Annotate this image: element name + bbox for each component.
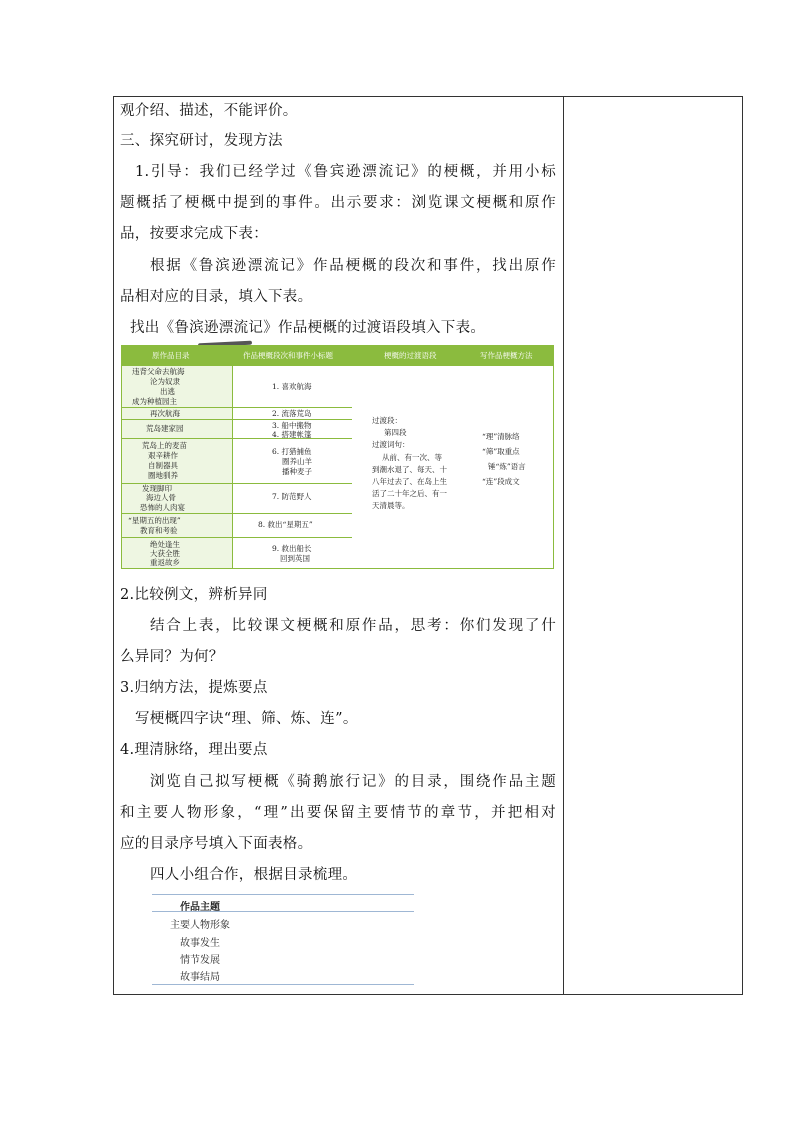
table-cell: 回到英国 <box>280 554 310 563</box>
table-cell: 天清晨等。 <box>372 501 410 510</box>
text-line: 应的目录序号填入下面表格。 <box>120 836 313 852</box>
table-cell: 违背父命去航海 <box>132 367 185 376</box>
table-cell: 教育和考验 <box>140 526 178 535</box>
table-cell: 过渡段： <box>372 416 402 425</box>
table-rule <box>152 894 414 895</box>
text-line: 四人小组合作，根据目录梳理。 <box>150 867 358 883</box>
table-cell: 第四段 <box>384 428 407 437</box>
table-rule <box>152 984 414 985</box>
section-heading: 三、探究研讨，发现方法 <box>120 133 283 149</box>
table-cell: 7. 防范野人 <box>272 492 312 501</box>
section-heading: 2.比较例文，辨析异同 <box>120 587 268 603</box>
row-line <box>232 407 352 408</box>
table-header <box>122 346 553 366</box>
table-cell: 圈地驯养 <box>148 471 178 480</box>
table-cell: 成为种植园主 <box>132 397 177 406</box>
text-line: 写梗概四字诀“理、筛、炼、连”。 <box>135 711 358 727</box>
table-cell: 2. 流落荒岛 <box>272 409 312 418</box>
table-cell: 荒岛上的麦苗 <box>142 441 187 450</box>
table-cell: 发现脚印 <box>142 484 172 493</box>
text-line: 根据《鲁滨逊漂流记》作品梗概的段次和事件，找出原作 <box>150 258 556 274</box>
table-cell: 9. 救出船长 <box>272 544 312 553</box>
table-cell: 8. 救出“星期五” <box>258 520 313 529</box>
row-line <box>232 513 352 514</box>
table-cell: 重返故乡 <box>150 558 180 567</box>
table-cell: 艰辛耕作 <box>148 451 178 460</box>
table-cell: 3. 船中搬物 <box>272 421 312 430</box>
table-cell: 大获全胜 <box>150 549 180 558</box>
text-line: 1.引导：我们已经学过《鲁宾逊漂流记》的梗概，并用小标 <box>135 164 556 180</box>
table-cell: “连”段成文 <box>482 477 520 486</box>
table-cell: 故事结局 <box>180 972 220 983</box>
row-line <box>122 407 232 408</box>
table-cell: 4. 搭建帐篷 <box>272 430 312 439</box>
text-line: 品，按要求完成下表： <box>120 226 268 242</box>
text-line: 浏览自己拟写梗概《骑鹅旅行记》的目录，围绕作品主题 <box>150 774 556 790</box>
row-line <box>232 483 352 484</box>
header-cell: 写作品梗概方法 <box>480 351 533 360</box>
header-cell: 梗概的过渡语段 <box>384 351 437 360</box>
table-cell: “筛”取重点 <box>482 447 520 456</box>
row-line <box>122 438 232 439</box>
table-cell: 自制器具 <box>148 461 178 470</box>
header-cell: 作品梗概段次和事件小标题 <box>243 351 333 360</box>
novel-summary-table <box>121 345 554 569</box>
table-cell: 6. 打猎捕鱼 <box>272 447 312 456</box>
table-header-cell: 作品主题 <box>180 902 220 913</box>
table-cell: 情节发展 <box>180 955 220 966</box>
table-cell: 过渡词句： <box>372 440 410 449</box>
column-divider <box>563 96 564 995</box>
table-cell: 再次航海 <box>150 409 180 418</box>
text-line: 结合上表，比较课文梗概和原作品，思考：你们发现了什 <box>150 618 556 634</box>
table-cell: 1. 喜欢航海 <box>272 382 312 391</box>
row-line <box>122 419 232 420</box>
table-cell: “星期五的出现” <box>128 516 181 525</box>
header-cell: 原作品目录 <box>152 351 190 360</box>
row-line <box>122 513 232 514</box>
text-line: 么异同？为何？ <box>120 649 224 665</box>
row-line <box>232 537 352 538</box>
text-line: 找出《鲁滨逊漂流记》作品梗概的过渡语段填入下表。 <box>130 320 486 336</box>
row-line <box>122 483 232 484</box>
table-cell: 故事发生 <box>180 938 220 949</box>
table-cell: 圈养山羊 <box>282 457 312 466</box>
table-cell: 沦为奴隶 <box>150 377 180 386</box>
table-cell: 绝处逢生 <box>150 540 180 549</box>
table-cell: 八年过去了、在岛上生 <box>372 477 447 486</box>
text-line: 题概括了梗概中提到的事件。出示要求：浏览课文梗概和原作 <box>120 195 556 211</box>
text-line: 品相对应的目录，填入下表。 <box>120 289 313 305</box>
text-line: 和主要人物形象，“理”出要保留主要情节的章节，并把相对 <box>120 805 556 821</box>
table-cell: 主要人物形象 <box>170 920 230 931</box>
table-cell: 海边人骨 <box>146 493 176 502</box>
table-cell: 到潮水退了、每天、十 <box>372 465 447 474</box>
table-cell: 锤“炼”语言 <box>488 462 526 471</box>
table-cell: 恐怖的人肉宴 <box>140 503 185 512</box>
table-cell: “理”清脉络 <box>482 432 520 441</box>
text-line: 观介绍、描述，不能评价。 <box>120 103 298 119</box>
row-line <box>122 537 232 538</box>
table-cell: 从前、有一次、等 <box>382 453 442 462</box>
table-cell: 活了二十年之后、有一 <box>372 489 447 498</box>
row-line <box>232 419 352 420</box>
grouping-table <box>152 894 414 986</box>
section-heading: 3.归纳方法，提炼要点 <box>120 680 268 696</box>
table-cell: 出逃 <box>160 387 175 396</box>
section-heading: 4.理清脉络，理出要点 <box>120 742 268 758</box>
table-cell: 播种麦子 <box>282 467 312 476</box>
table-cell: 荒岛建家园 <box>146 424 184 433</box>
